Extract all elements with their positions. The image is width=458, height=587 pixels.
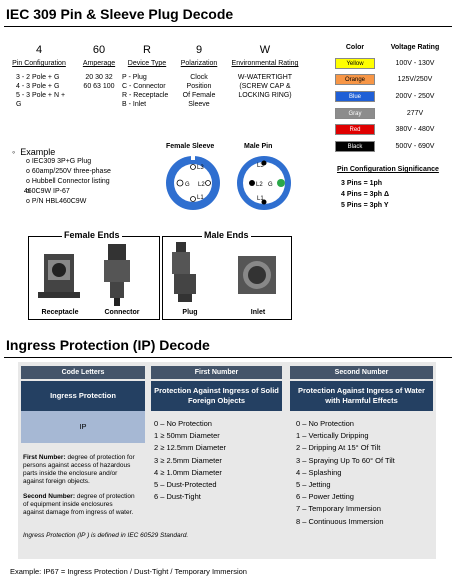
example-block xyxy=(12,147,111,207)
connector-label: Connector xyxy=(104,309,140,316)
plug-image xyxy=(172,242,196,302)
code-letter: 4 xyxy=(35,44,43,56)
pin-significance-row: 5 Pins = 3ph Y xyxy=(341,202,389,209)
male-ends-title: Male Ends xyxy=(204,230,249,240)
svg-text:L2: L2 xyxy=(198,182,205,188)
ip-list-item: 2 – Dripping At 15° Of Tilt xyxy=(296,443,381,453)
sleeve-diagrams xyxy=(160,150,300,220)
svg-text:G: G xyxy=(268,182,273,188)
ip-list-item: 6 – Dust-Tight xyxy=(154,492,201,502)
voltage-value: 100V - 130V xyxy=(395,59,435,67)
rating-row xyxy=(332,121,452,138)
voltage-header: Voltage Rating xyxy=(390,44,440,51)
ip-list-item: 3 – Spraying Up To 60° Of Tilt xyxy=(296,455,395,465)
ends-illustrations xyxy=(28,240,292,310)
rating-row xyxy=(332,55,452,72)
svg-text:L2: L2 xyxy=(256,182,263,188)
voltage-value: 125V/250V xyxy=(397,76,433,84)
example-item: o 460C9W IP-67 xyxy=(26,187,111,197)
ip-list-item: 4 – Splashing xyxy=(296,467,342,477)
code-body: P - Plug C - Connector R - Receptacle B - Inlet xyxy=(122,74,169,108)
ip-divider xyxy=(4,357,452,358)
male-pin-diagram xyxy=(237,156,291,210)
pin-significance-row: 3 Pins = 1ph xyxy=(341,180,383,187)
code-polarization xyxy=(174,44,224,109)
voltage-rating-table xyxy=(332,44,452,155)
first-number-note: First Number: degree of protection for persons against access of hazardous parts inside the enclosure and/or against foreign objects. xyxy=(23,454,135,485)
example-list xyxy=(23,157,111,207)
ip-list-item: 8 – Continuous Immersion xyxy=(296,516,384,526)
example-item: o P/N HBL460C9W xyxy=(26,197,111,207)
voltage-value: 200V - 250V xyxy=(395,92,435,100)
ip-list-item: 5 – Dust-Protected xyxy=(154,480,217,490)
female-ends-title: Female Ends xyxy=(64,230,120,240)
code-device-type xyxy=(122,44,172,109)
ip-list-item: 1 ≥ 50mm Diameter xyxy=(154,431,220,441)
code-letters-header: Code Letters xyxy=(21,366,145,379)
first-number-header: First Number xyxy=(151,366,282,379)
example-item: o Hubbell Connector listing xyxy=(26,177,111,187)
svg-text:L1: L1 xyxy=(197,195,204,201)
code-amperage xyxy=(76,44,122,91)
code-letter: R xyxy=(143,44,151,56)
pin-significance-row: 4 Pins = 3ph Δ xyxy=(341,191,390,198)
receptacle-image xyxy=(38,254,80,298)
ip-list-item: 5 – Jetting xyxy=(296,480,331,490)
code-letter: 9 xyxy=(195,44,203,56)
ip-example-footer: Example: IP67 = Ingress Protection / Dust-Tight / Temporary Immersion xyxy=(10,567,247,576)
ip-section-title: Ingress Protection (IP) Decode xyxy=(6,337,210,353)
svg-text:L1: L1 xyxy=(257,196,264,202)
second-number-list xyxy=(296,418,433,528)
color-swatch: Gray xyxy=(335,108,375,119)
ip-list-item: 4 ≥ 1.0mm Diameter xyxy=(154,467,222,477)
code-heading: Pin Configuration xyxy=(12,60,66,67)
ip-list-item: 0 – No Protection xyxy=(154,419,212,428)
code-body: 20 30 32 60 63 100 xyxy=(83,74,115,90)
ip-list-item: 6 – Power Jetting xyxy=(296,492,354,502)
ip-list-item: 3 ≥ 2.5mm Diameter xyxy=(154,455,222,465)
color-swatch: Red xyxy=(335,124,375,135)
ip-standard-note: Ingress Protection (IP ) is defined in IEC 60529 Standard. xyxy=(23,532,189,539)
voltage-value: 380V - 480V xyxy=(395,126,435,134)
inlet-image xyxy=(238,256,276,294)
color-swatch: Black xyxy=(335,141,375,152)
receptacle-label: Receptacle xyxy=(41,309,79,316)
second-number-header: Second Number xyxy=(290,366,433,379)
example-item: o IEC309 3P+G Plug xyxy=(26,157,111,167)
code-body: 3 - 2 Pole + G 4 - 3 Pole + G 5 - 3 Pole + N + G xyxy=(16,74,66,108)
code-letter: W xyxy=(259,44,271,56)
female-sleeve-diagram xyxy=(166,154,220,210)
connector-image xyxy=(104,244,130,306)
second-number-note: Second Number: degree of protection of equipment inside enclosures against damage from ingress of water. xyxy=(23,493,135,516)
code-heading: Amperage xyxy=(82,60,116,67)
ip-list-item: 1 – Vertically Dripping xyxy=(296,431,369,441)
title-divider xyxy=(4,26,452,27)
code-letter: 60 xyxy=(92,44,106,56)
code-heading: Device Type xyxy=(127,60,167,67)
color-swatch: Blue xyxy=(335,91,375,102)
code-environmental-rating xyxy=(224,44,306,100)
page-title: IEC 309 Pin & Sleeve Plug Decode xyxy=(6,6,234,22)
rating-row xyxy=(332,138,452,155)
voltage-value: 500V - 690V xyxy=(395,142,435,150)
rating-header xyxy=(332,44,452,55)
svg-text:G: G xyxy=(185,182,190,188)
ip-code: IP xyxy=(21,411,145,443)
ingress-protection-label: Ingress Protection xyxy=(21,381,145,411)
code-body: W-WATERTIGHT (SCREW CAP & LOCKING RING) xyxy=(237,74,293,99)
code-body: Clock Position Of Female Sleeve xyxy=(182,74,216,108)
rating-row xyxy=(332,88,452,105)
code-heading: Environmental Rating xyxy=(231,60,299,67)
voltage-value: 277V xyxy=(406,109,424,117)
plug-label: Plug xyxy=(182,309,198,316)
svg-text:L3: L3 xyxy=(197,165,204,171)
color-header: Color xyxy=(345,44,365,51)
ip-list-item: 7 – Temporary Immersion xyxy=(296,504,381,514)
color-swatch: Orange xyxy=(335,74,375,85)
svg-text:L3: L3 xyxy=(257,163,264,169)
ip-list-item: 0 – No Protection xyxy=(296,419,354,428)
female-sleeve-label: Female Sleeve xyxy=(166,143,215,150)
example-title: ◦ Example xyxy=(12,147,56,157)
second-number-subheader: Protection Against Ingress of Water with Harmful Effects xyxy=(290,381,433,411)
code-pin-configuration xyxy=(6,44,72,109)
ip-list-item: 2 ≥ 12.5mm Diameter xyxy=(154,443,227,453)
example-item: o 60amp/250V three-phase xyxy=(26,167,111,177)
male-pin-label: Male Pin xyxy=(244,143,273,150)
rating-row xyxy=(332,72,452,89)
inlet-label: Inlet xyxy=(250,309,266,316)
first-number-subheader: Protection Against Ingress of Solid Foreign Objects xyxy=(151,381,282,411)
code-heading: Polarization xyxy=(180,60,218,67)
first-number-list xyxy=(154,418,282,503)
color-swatch: Yellow xyxy=(335,58,375,69)
pin-significance-heading: Pin Configuration Significance xyxy=(337,166,439,173)
rating-row xyxy=(332,105,452,122)
pin-significance xyxy=(337,166,439,211)
